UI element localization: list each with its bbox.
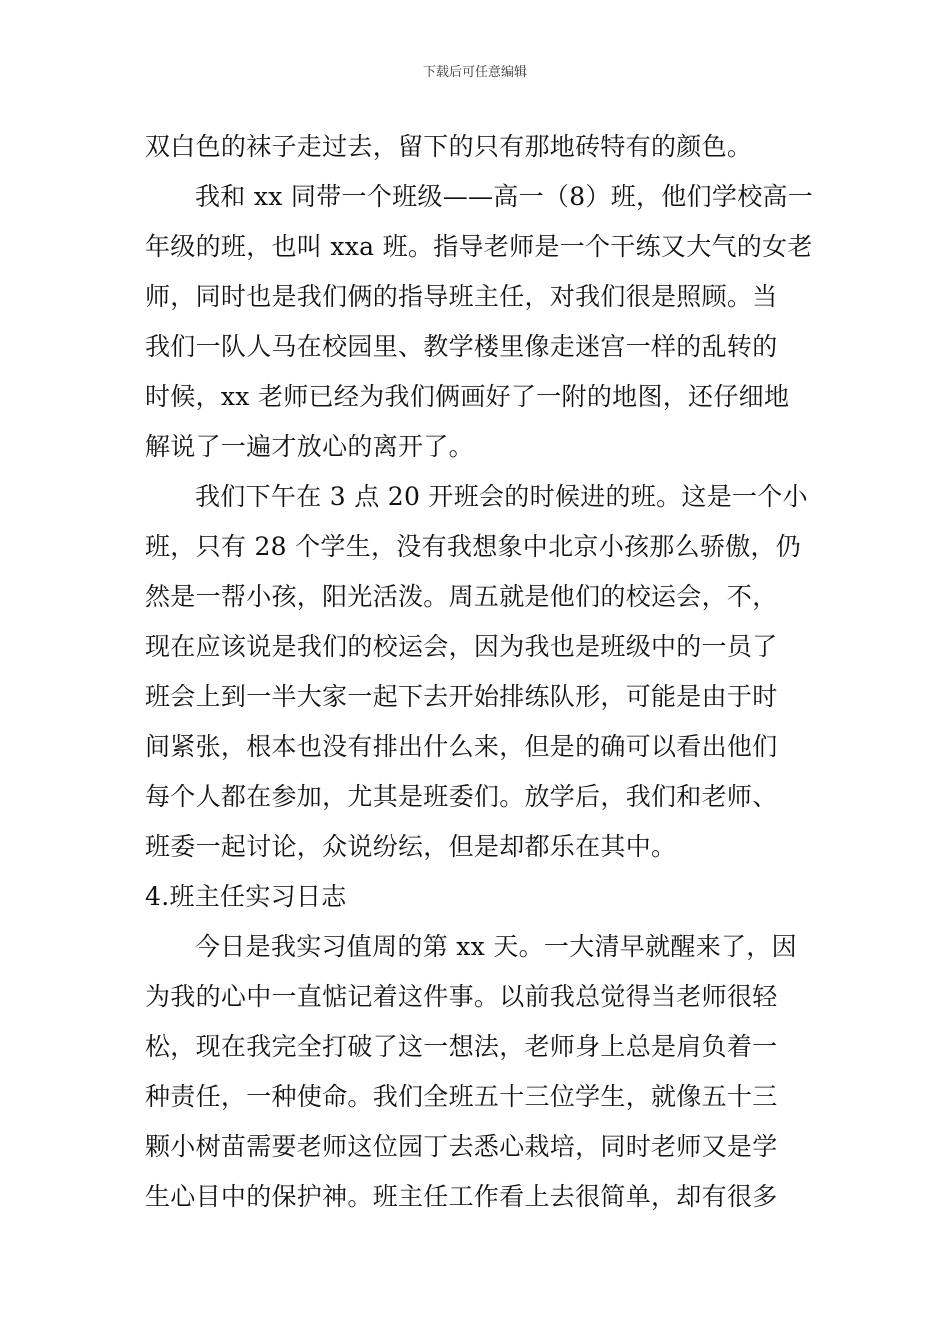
text-line: 师，同时也是我们俩的指导班主任，对我们很是照顾。当 [145, 282, 778, 311]
text-line: 为我的心中一直惦记着这件事。以前我总觉得当老师很轻 [145, 982, 778, 1011]
text-line: 种责任，一种使命。我们全班五十三位学生，就像五十三 [145, 1082, 778, 1111]
text-line: 我和 xx 同带一个班级——高一（8）班，他们学校高一 [195, 182, 814, 211]
text-line: 颗小树苗需要老师这位园丁去悉心栽培，同时老师又是学 [145, 1132, 778, 1161]
text-line: 班会上到一半大家一起下去开始排练队形，可能是由于时 [145, 682, 778, 711]
section-heading: 4.班主任实习日志 [145, 882, 347, 911]
text-line: 我们一队人马在校园里、教学楼里像走迷宫一样的乱转的 [145, 332, 778, 361]
text-line: 解说了一遍才放心的离开了。 [145, 432, 474, 461]
text-line: 间紧张，根本也没有排出什么来，但是的确可以看出他们 [145, 732, 778, 761]
text-line: 年级的班，也叫 xxa 班。指导老师是一个干练又大气的女老 [145, 232, 813, 261]
text-line: 每个人都在参加，尤其是班委们。放学后，我们和老师、 [145, 782, 778, 811]
document-body [145, 122, 815, 1222]
text-line: 双白色的袜子走过去，留下的只有那地砖特有的颜色。 [145, 132, 753, 161]
page-header: 下载后可任意编辑 [422, 65, 527, 80]
text-line: 班，只有 28 个学生，没有我想象中北京小孩那么骄傲，仍 [145, 532, 802, 561]
text-line: 现在应该说是我们的校运会，因为我也是班级中的一员了 [145, 632, 778, 661]
text-line: 松，现在我完全打破了这一想法，老师身上总是肩负着一 [145, 1032, 778, 1061]
text-line: 我们下午在 3 点 20 开班会的时候进的班。这是一个小 [195, 482, 808, 511]
text-line: 班委一起讨论，众说纷纭，但是却都乐在其中。 [145, 832, 677, 861]
text-line: 时候，xx 老师已经为我们俩画好了一附的地图，还仔细地 [145, 382, 790, 411]
text-line: 今日是我实习值周的第 xx 天。一大清早就醒来了，因 [195, 932, 797, 961]
text-line: 生心目中的保护神。班主任工作看上去很简单，却有很多 [145, 1182, 778, 1211]
text-line: 然是一帮小孩，阳光活泼。周五就是他们的校运会，不， [145, 582, 778, 611]
